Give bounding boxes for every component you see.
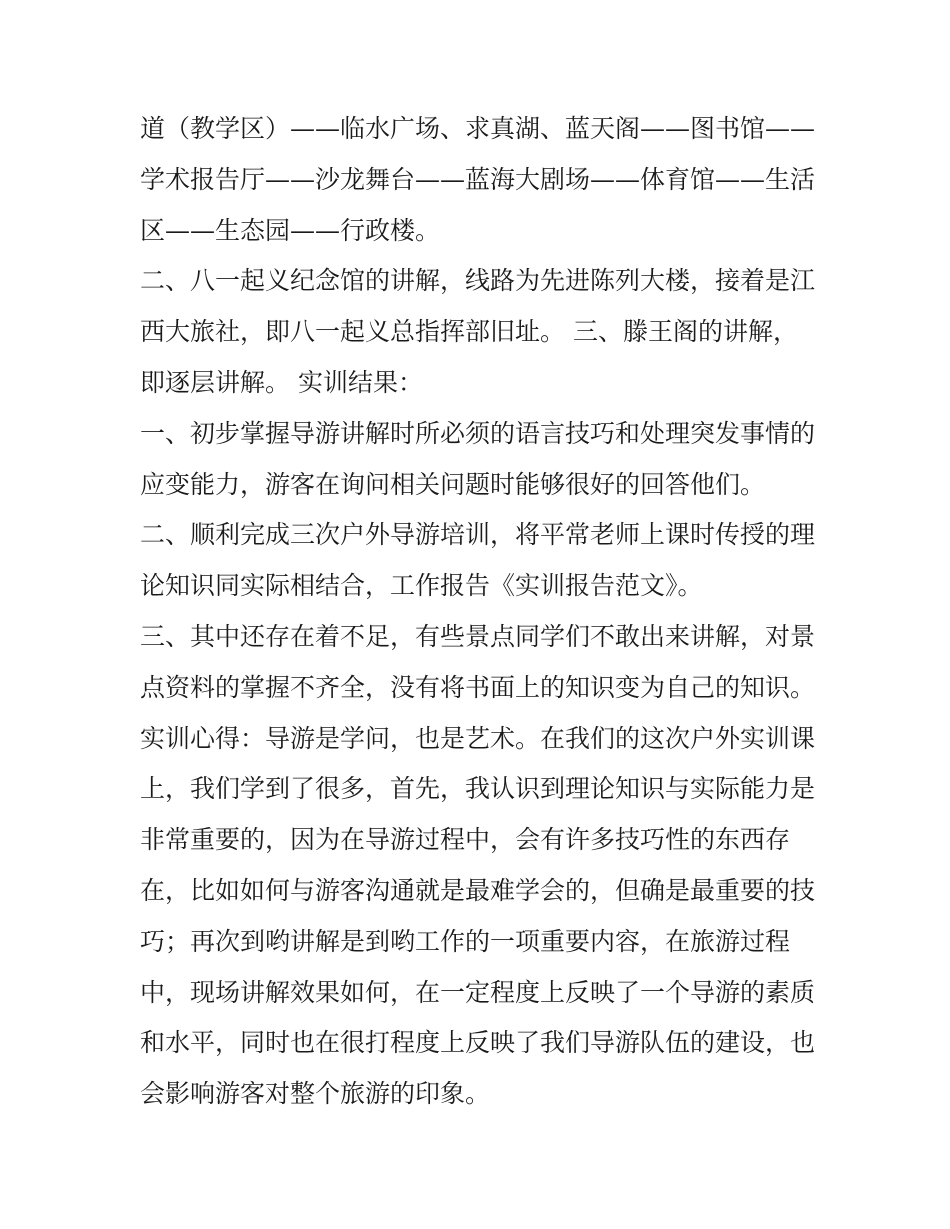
text-line: 实训心得：导游是学问，也是艺术。在我们的这次户外实训课 <box>140 723 816 753</box>
text-line: 二、八一起义纪念馆的讲解，线路为先进陈列大楼，接着是江 <box>140 266 816 296</box>
text-line: 道（教学区）——临水广场、求真湖、蓝天阁——图书馆—— <box>140 114 816 143</box>
text-line: 区——生态园——行政楼。 <box>140 215 441 245</box>
text-line: 论知识同实际相结合，工作报告《实训报告范文》。 <box>140 571 703 601</box>
body-text <box>140 104 820 1120</box>
text-line: 二、顺利完成三次户外导游培训，将平常老师上课时传授的理 <box>140 520 816 550</box>
text-line: 西大旅社，即八一起义总指挥部旧址。 三、滕王阁的讲解， <box>140 317 798 347</box>
text-line: 中，现场讲解效果如何，在一定程度上反映了一个导游的素质 <box>140 977 816 1007</box>
text-line: 上，我们学到了很多，首先，我认识到理论知识与实际能力是 <box>140 774 816 804</box>
text-line: 点资料的掌握不齐全，没有将书面上的知识变为自己的知识。 <box>140 672 816 702</box>
text-line: 应变能力，游客在询问相关问题时能够很好的回答他们。 <box>140 469 766 499</box>
text-line: 即逐层讲解。 实训结果： <box>140 367 423 397</box>
text-line: 在，比如如何与游客沟通就是最难学会的，但确是最重要的技 <box>140 875 816 905</box>
text-line: 非常重要的，因为在导游过程中，会有许多技巧性的东西存 <box>140 825 791 855</box>
text-line: 学术报告厅——沙龙舞台——蓝海大剧场——体育馆——生活 <box>140 164 816 194</box>
text-line: 三、其中还存在着不足，有些景点同学们不敢出来讲解，对景 <box>140 621 816 651</box>
text-line: 和水平，同时也在很打程度上反映了我们导游队伍的建设，也 <box>140 1028 816 1058</box>
text-line: 一、初步掌握导游讲解时所必须的语言技巧和处理突发事情的 <box>140 418 816 448</box>
text-line: 巧；再次到哟讲解是到哟工作的一项重要内容，在旅游过程 <box>140 926 791 956</box>
text-line: 会影响游客对整个旅游的印象。 <box>140 1079 491 1109</box>
